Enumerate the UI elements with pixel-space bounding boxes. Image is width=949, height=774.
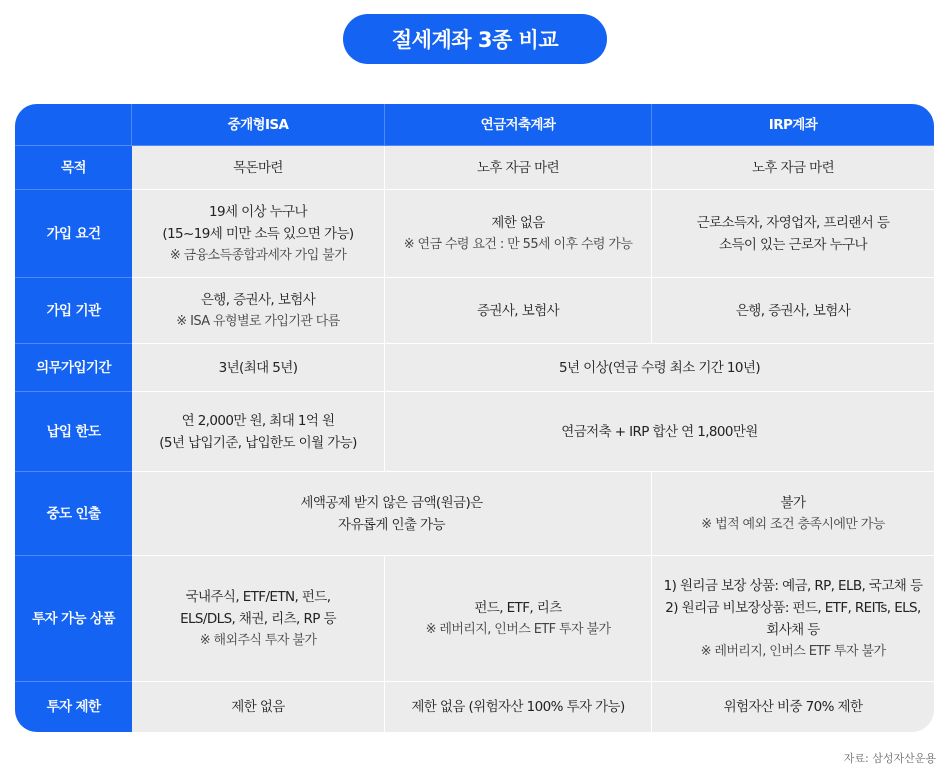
products-isa bbox=[132, 556, 385, 682]
comparison-table bbox=[15, 104, 934, 732]
eligibility-irp bbox=[652, 190, 934, 278]
restriction-irp: 위험자산 비중 70% 제한 bbox=[723, 699, 863, 715]
institution-irp: 은행, 증권사, 보험사 bbox=[652, 278, 934, 344]
withdrawal-irp bbox=[652, 472, 934, 556]
row-label-withdrawal: 중도 인출 bbox=[15, 472, 132, 556]
institution-isa-note: ※ ISA 유형별로 가입기관 다름 bbox=[176, 313, 340, 329]
products-isa-line2: ELS/DLS, 채권, 리츠, RP 등 bbox=[180, 610, 336, 627]
row-label-limit: 납입 한도 bbox=[15, 392, 132, 472]
products-pension bbox=[385, 556, 652, 682]
header-isa: 중개형ISA bbox=[132, 104, 385, 146]
period-isa: 3년(최대 5년) bbox=[132, 344, 385, 392]
withdrawal-irp-line1: 불가 bbox=[780, 494, 806, 511]
eligibility-isa-line1: 19세 이상 누구나 bbox=[208, 203, 307, 220]
withdrawal-isa-pension-line1: 세액공제 받지 않은 금액(원금)은 bbox=[300, 494, 483, 511]
products-irp-line1: 1) 원리금 보장 상품: 예금, RP, ELB, 국고채 등 bbox=[663, 577, 923, 594]
institution-isa bbox=[132, 278, 385, 344]
institution-isa-line1: 은행, 증권사, 보험사 bbox=[200, 291, 316, 308]
products-irp bbox=[652, 556, 934, 682]
eligibility-isa bbox=[132, 190, 385, 278]
products-pension-line1: 펀드, ETF, 리츠 bbox=[474, 599, 562, 616]
row-label-products: 투자 가능 상품 bbox=[15, 556, 132, 682]
eligibility-irp-line2: 소득이 있는 근로자 누구나 bbox=[719, 236, 867, 253]
products-isa-note: ※ 해외주식 투자 불가 bbox=[199, 632, 317, 648]
row-label-purpose: 목적 bbox=[15, 146, 132, 190]
row-label-institution: 가입 기관 bbox=[15, 278, 132, 344]
institution-pension: 증권사, 보험사 bbox=[385, 278, 652, 344]
purpose-irp: 노후 자금 마련 bbox=[652, 146, 934, 190]
restriction-pension: 제한 없음 (위험자산 100% 투자 가능) bbox=[385, 682, 652, 732]
page-title: 절세계좌 3종 비교 bbox=[343, 14, 607, 64]
products-pension-note: ※ 레버리지, 인버스 ETF 투자 불가 bbox=[425, 621, 611, 637]
row-label-restriction: 투자 제한 bbox=[15, 682, 132, 732]
products-irp-line3: 회사채 등 bbox=[766, 621, 820, 638]
products-irp-note: ※ 레버리지, 인버스 ETF 투자 불가 bbox=[700, 643, 886, 659]
header-pension: 연금저축계좌 bbox=[385, 104, 652, 146]
limit-isa bbox=[132, 392, 385, 472]
eligibility-irp-line1: 근로소득자, 자영업자, 프리랜서 등 bbox=[696, 214, 890, 231]
eligibility-isa-note: ※ 금융소득종합과세자 가입 불가 bbox=[169, 247, 347, 263]
limit-pension-irp: 연금저축 + IRP 합산 연 1,800만원 bbox=[385, 392, 934, 472]
restriction-isa: 제한 없음 bbox=[132, 682, 385, 732]
products-isa-line1: 국내주식, ETF/ETN, 펀드, bbox=[185, 588, 331, 605]
withdrawal-irp-note: ※ 법적 예외 조건 충족시에만 가능 bbox=[701, 516, 885, 532]
period-pension-irp: 5년 이상(연금 수령 최소 기간 10년) bbox=[385, 344, 934, 392]
purpose-pension: 노후 자금 마련 bbox=[385, 146, 652, 190]
limit-isa-line2: (5년 납입기준, 납입한도 이월 가능) bbox=[159, 434, 357, 451]
products-irp-line2: 2) 원리금 비보장상품: 펀드, ETF, REITs, ELS, bbox=[665, 599, 921, 616]
withdrawal-isa-pension-line2: 자유롭게 인출 가능 bbox=[338, 516, 445, 533]
header-corner bbox=[15, 104, 132, 146]
row-label-period: 의무가입기간 bbox=[15, 344, 132, 392]
source-note: 자료: 삼성자산운용 bbox=[843, 752, 936, 765]
header-irp: IRP계좌 bbox=[652, 104, 934, 146]
eligibility-isa-line2: (15~19세 미만 소득 있으면 가능) bbox=[162, 225, 354, 242]
purpose-isa: 목돈마련 bbox=[132, 146, 385, 190]
eligibility-pension-note: ※ 연금 수령 요건 : 만 55세 이후 수령 가능 bbox=[403, 236, 633, 252]
row-label-eligibility: 가입 요건 bbox=[15, 190, 132, 278]
eligibility-pension bbox=[385, 190, 652, 278]
withdrawal-isa-pension bbox=[132, 472, 652, 556]
eligibility-pension-line1: 제한 없음 bbox=[491, 214, 545, 231]
limit-isa-line1: 연 2,000만 원, 최대 1억 원 bbox=[181, 412, 335, 429]
